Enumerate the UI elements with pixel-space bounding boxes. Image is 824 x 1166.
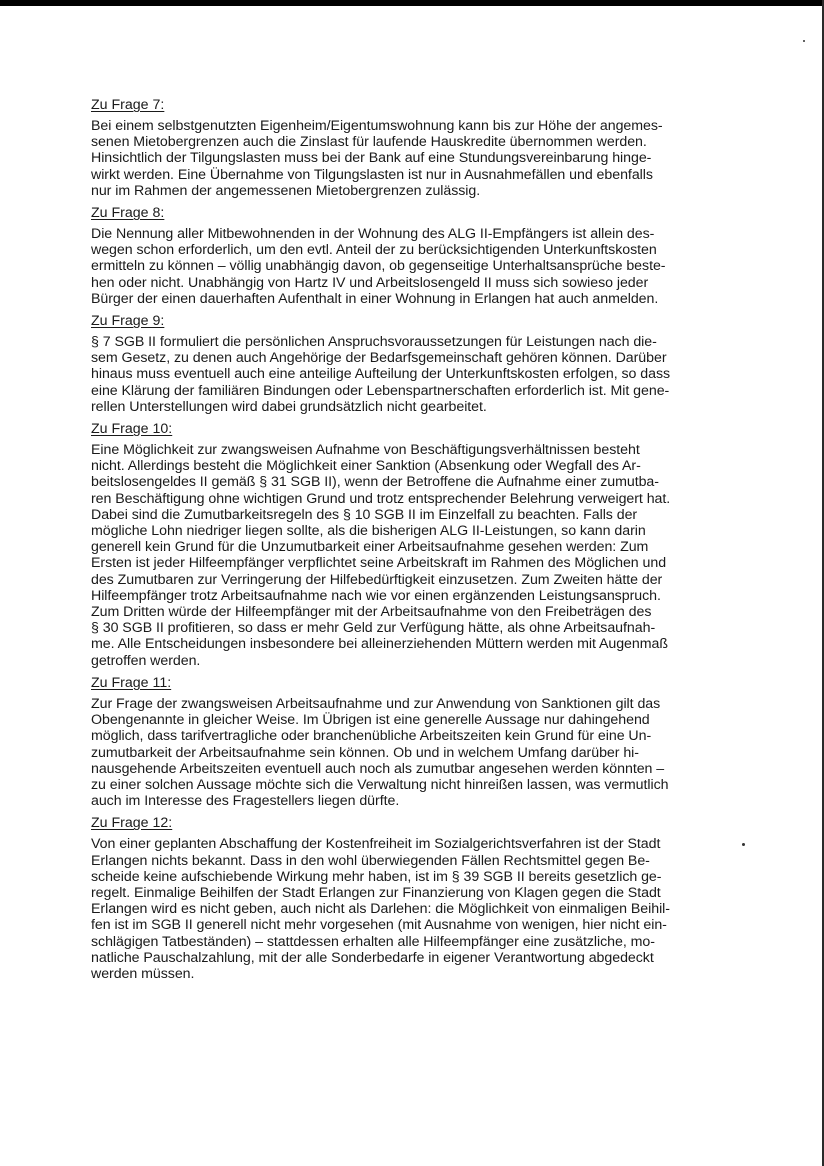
section-body: Eine Möglichkeit zur zwangsweisen Aufnahme von Beschäftigungsverhältnissen besteht nicht. Allerdings besteht die Möglichkeit einer Sanktion (Absenkung oder Wegfall des Ar- beitslosengeldes II gemäß § 31 SGB II), wenn der Betroffene die Aufnahme einer zumutba- ren Beschäftigung ohne wichtigen Grund und trotz entsprechender Belehrung verweigert hat. Dabei sind die Zumutbarkeitsregeln des § 10 SGB II im Einzelfall zu beachten. Falls der mögliche Lohn niedriger liegen sollte, als die bisherigen ALG II-Leistungen, so kann darin generell kein Grund für die Unzumutbarkeit einer Arbeitsaufnahme gesehen werden: Zum Ersten ist jeder Hilfeempfänger verpflichtet seine Arbeitskraft im Rahmen des Möglichen und des Zumutbaren zur Verringerung der Hilfebedürftigkeit einzusetzen. Zum Zweiten hätte der Hilfeempfänger trotz Arbeitsaufnahme nach wie vor einen ergänzenden Leistungsanspruch. Zum Dritten würde der Hilfeempfänger mit der Arbeitsaufnahme von den Freibeträgen des § 30 SGB II profitieren, so dass er mehr Geld zur Verfügung hätte, als ohne Arbeitsaufnah- me. Alle Entscheidungen insbesondere bei alleinerziehenden Müttern werden mit Augenmaß getroffen werden. — [91, 442, 671, 669]
section-heading: Zu Frage 12: — [91, 815, 173, 832]
section-body: Zur Frage der zwangsweisen Arbeitsaufnahme und zur Anwendung von Sanktionen gilt das Obengenannte in gleicher Weise. Im Übrigen ist eine generelle Aussage nur dahingehend möglich, dass tarifvertragliche oder branchenübliche Arbeitszeiten kein Grund für eine Un- zumutbarkeit der Arbeitsaufnahme sein können. Ob und in welchem Umfang darüber hi- nausgehende Arbeitszeiten eventuell auch noch als zumutbar angesehen werden könnten – zu einer solchen Aussage möchte sich die Verwaltung nicht hinreißen lassen, was vermutlich auch im Interesse des Fragestellers liegen dürfte. — [91, 695, 669, 810]
section-body: § 7 SGB II formuliert die persönlichen Anspruchsvoraussetzungen für Leistungen nach die- sem Gesetz, zu denen auch Angehörige der Bedarfsgemeinschaft gehören können. Darüber hinaus muss eventuell auch eine anteilige Aufteilung der Unterkunftskosten erfolgen, so dass eine Klärung der familiären Bindungen oder Lebenspartnerschaften erforderlich ist. Mit gene- rellen Unterstellungen wird dabei grundsätzlich nicht gearbeitet. — [91, 334, 671, 415]
scan-speck — [803, 40, 805, 42]
section-frage-7 — [91, 96, 733, 199]
section-body: Bei einem selbstgenutzten Eigenheim/Eigentumswohnung kann bis zur Höhe der angemes- senen Mietobergrenzen auch die Zinslast für laufende Hauskredite übernommen werden. Hinsichtlich der Tilgungslasten muss bei der Bank auf eine Stundungsvereinbarung hinge- wirkt werden. Eine Übernahme von Tilgungslasten ist nur in Ausnahmefällen und ebenfalls nur im Rahmen der angemessenen Mietobergrenzen zulässig. — [91, 118, 663, 199]
section-body: Von einer geplanten Abschaffung der Kostenfreiheit im Sozialgerichtsverfahren ist der Stadt Erlangen nichts bekannt. Dass in den wohl überwiegenden Fällen Rechtsmittel gegen Be- scheide keine aufschiebende Wirkung mehr haben, ist im § 39 SGB II bereits gesetzlich ge- regelt. Einmalige Beihilfen der Stadt Erlangen zur Finanzierung von Klagen gegen die Stadt Erlangen wird es nicht geben, auch nicht als Darlehen: die Möglichkeit von einmaligen Beihil- fen ist im SGB II generell nicht mehr vorgesehen (mit Ausnahme von wenigen, hier nicht ein- schlägigen Tatbeständen) – stattdessen erhalten alle Hilfeempfänger eine zusätzliche, mo- natliche Pauschalzahlung, mit der alle Sonderbedarfe in eigener Verantwortung abgedeckt werden müssen. — [91, 836, 670, 982]
section-frage-10 — [91, 420, 733, 669]
section-frage-11 — [91, 674, 733, 809]
section-frage-9 — [91, 312, 733, 415]
section-heading: Zu Frage 10: — [91, 421, 173, 438]
section-heading: Zu Frage 11: — [91, 674, 172, 691]
section-frage-8 — [91, 204, 733, 307]
scan-speck — [742, 843, 745, 846]
section-frage-12 — [91, 814, 733, 982]
section-body: Die Nennung aller Mitbewohnenden in der Wohnung des ALG II-Empfängers ist allein des- wegen schon erforderlich, um den evtl. Anteil der zu berücksichtigenden Unterkunftskosten ermitteln zu können – völlig unabhängig davon, ob gegenseitige Unterhaltsansprüche beste- hen oder nicht. Unabhängig von Hartz IV und Arbeitslosengeld II muss sich sowieso jeder Bürger der einen dauerhaften Aufenthalt in einer Wohnung in Erlangen hat auch anmelden. — [91, 226, 666, 307]
section-heading: Zu Frage 9: — [91, 313, 165, 330]
scan-top-border — [0, 0, 824, 6]
document-page — [91, 96, 733, 987]
section-heading: Zu Frage 7: — [91, 97, 165, 113]
section-heading: Zu Frage 8: — [91, 205, 165, 222]
